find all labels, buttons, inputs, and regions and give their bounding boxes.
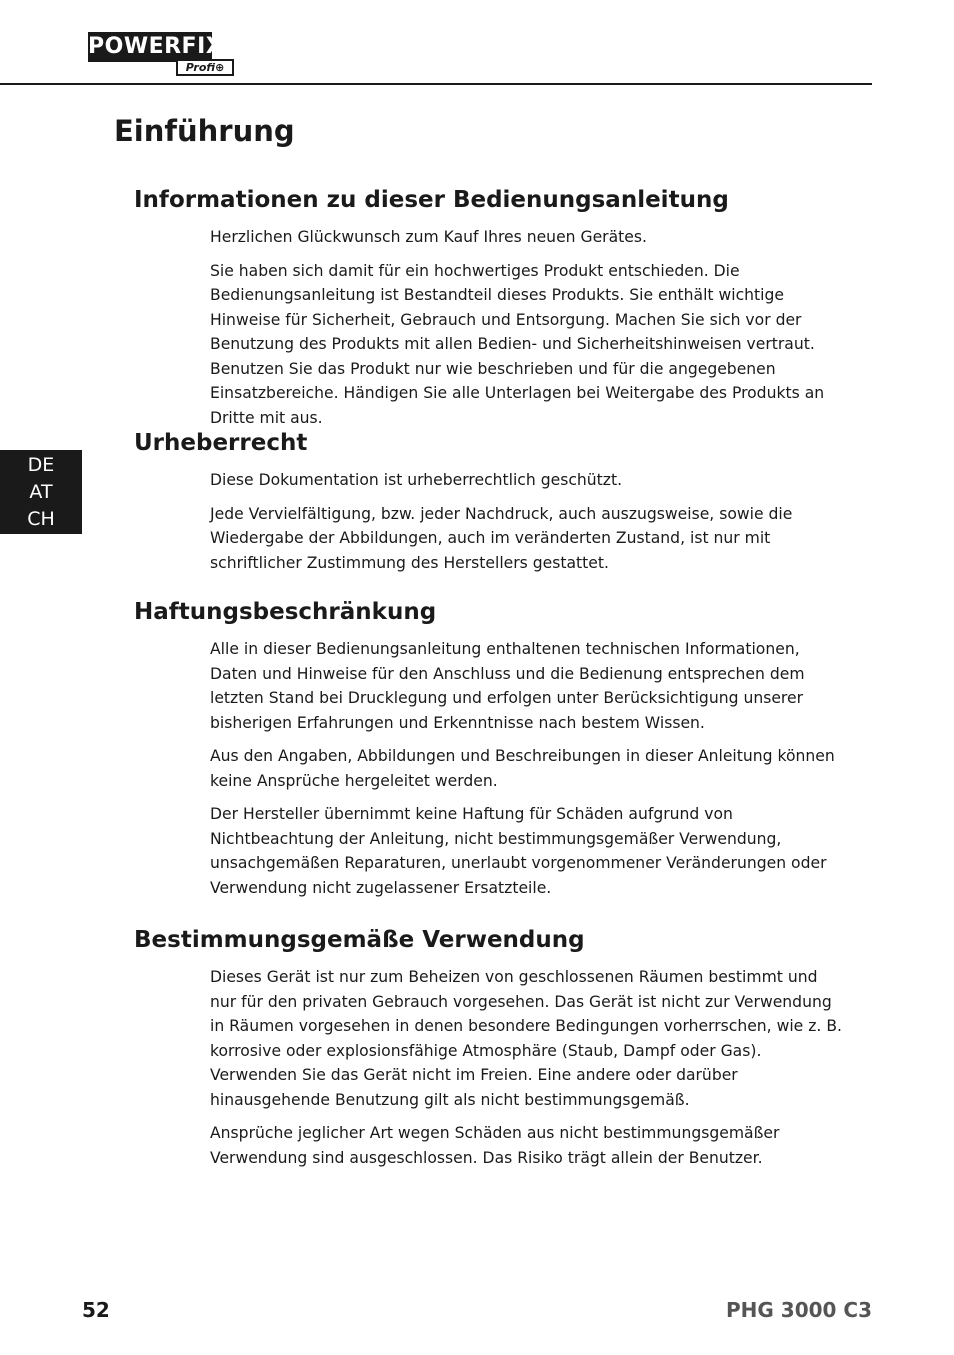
- section-informationen: [134, 185, 844, 439]
- paragraph: Der Hersteller übernimmt keine Haftung für Schäden aufgrund von Nichtbeachtung der Anleitung, nicht bestimmungsgemäßer Verwendung, unsachgemäßen Reparaturen, unerlaubt vorgenommener Veränderungen oder Verwendung nicht zugelassener Ersatzteile.: [210, 805, 827, 897]
- page-number: 52: [82, 1298, 110, 1322]
- header-rule: [0, 83, 872, 85]
- paragraph: Alle in dieser Bedienungsanleitung enthaltenen technischen Informationen, Daten und Hinweise für den Anschluss und die Bedienung entsprechen dem letzten Stand bei Drucklegung und erfolgen unter Berücksichtigung unserer bisherigen Erfahrungen und Erkenntnisse nach bestem Wissen.: [210, 640, 805, 732]
- brand-logo: [88, 32, 236, 78]
- paragraph: Sie haben sich damit für ein hochwertiges Produkt entschieden. Die Bedienungsanleitung ist Bestandteil dieses Produkts. Sie enthält wichtige Hinweise für Sicherheit, Gebrauch und Entsorgung. Machen Sie sich vor der Benutzung des Produkts mit allen Bedien- und Sicherheitshinweisen vertraut. Benutzen Sie das Produkt nur wie beschrieben und für die angegebenen Einsatzbereiche. Händigen Sie alle Unterlagen bei Weitergabe des Produkts an Dritte mit aus.: [210, 261, 825, 427]
- paragraph: Diese Dokumentation ist urheberrechtlich geschützt.: [210, 471, 623, 489]
- section-haftung: [134, 597, 844, 909]
- paragraph: Jede Vervielfältigung, bzw. jeder Nachdruck, auch auszugsweise, sowie die Wiedergabe der Abbildungen, auch im veränderten Zustand, ist nur mit schriftlicher Zustimmung des Herstellers gestattet.: [210, 504, 793, 572]
- section-heading: Bestimmungsgemäße Verwendung: [134, 927, 585, 953]
- model-name: PHG 3000 C3: [726, 1298, 872, 1322]
- section-heading: Informationen zu dieser Bedienungsanleitung: [134, 187, 729, 213]
- language-code: AT: [29, 481, 53, 503]
- paragraph: Dieses Gerät ist nur zum Beheizen von geschlossenen Räumen bestimmt und nur für den privaten Gebrauch vorgesehen. Das Gerät ist nicht zur Verwendung in Räumen vorgesehen in denen besondere Bedingungen vorherrschen, wie z. B. korrosive oder explosionsfähige Atmosphäre (Staub, Dampf oder Gas). Verwenden Sie das Gerät nicht im Freien. Eine andere oder darüber hinausgehende Benutzung gilt als nicht bestimmungsgemäß.: [210, 968, 842, 1109]
- section-urheberrecht: [134, 428, 844, 584]
- paragraph: Herzlichen Glückwunsch zum Kauf Ihres neuen Gerätes.: [210, 228, 647, 246]
- language-code: CH: [27, 508, 55, 530]
- brand-logo-sub: Profi⊕: [176, 59, 234, 76]
- section-heading: Haftungsbeschränkung: [134, 599, 437, 625]
- language-code: DE: [27, 454, 55, 476]
- page-title: Einführung: [114, 114, 295, 148]
- brand-logo-text: POWERFIX: [88, 32, 212, 62]
- section-heading: Urheberrecht: [134, 430, 308, 456]
- paragraph: Aus den Angaben, Abbildungen und Beschreibungen in dieser Anleitung können keine Ansprüche hergeleitet werden.: [210, 747, 835, 790]
- section-verwendung: [134, 925, 844, 1179]
- paragraph: Ansprüche jeglicher Art wegen Schäden aus nicht bestimmungsgemäßer Verwendung sind ausgeschlossen. Das Risiko trägt allein der Benutzer.: [210, 1124, 780, 1167]
- language-tab: [0, 450, 82, 534]
